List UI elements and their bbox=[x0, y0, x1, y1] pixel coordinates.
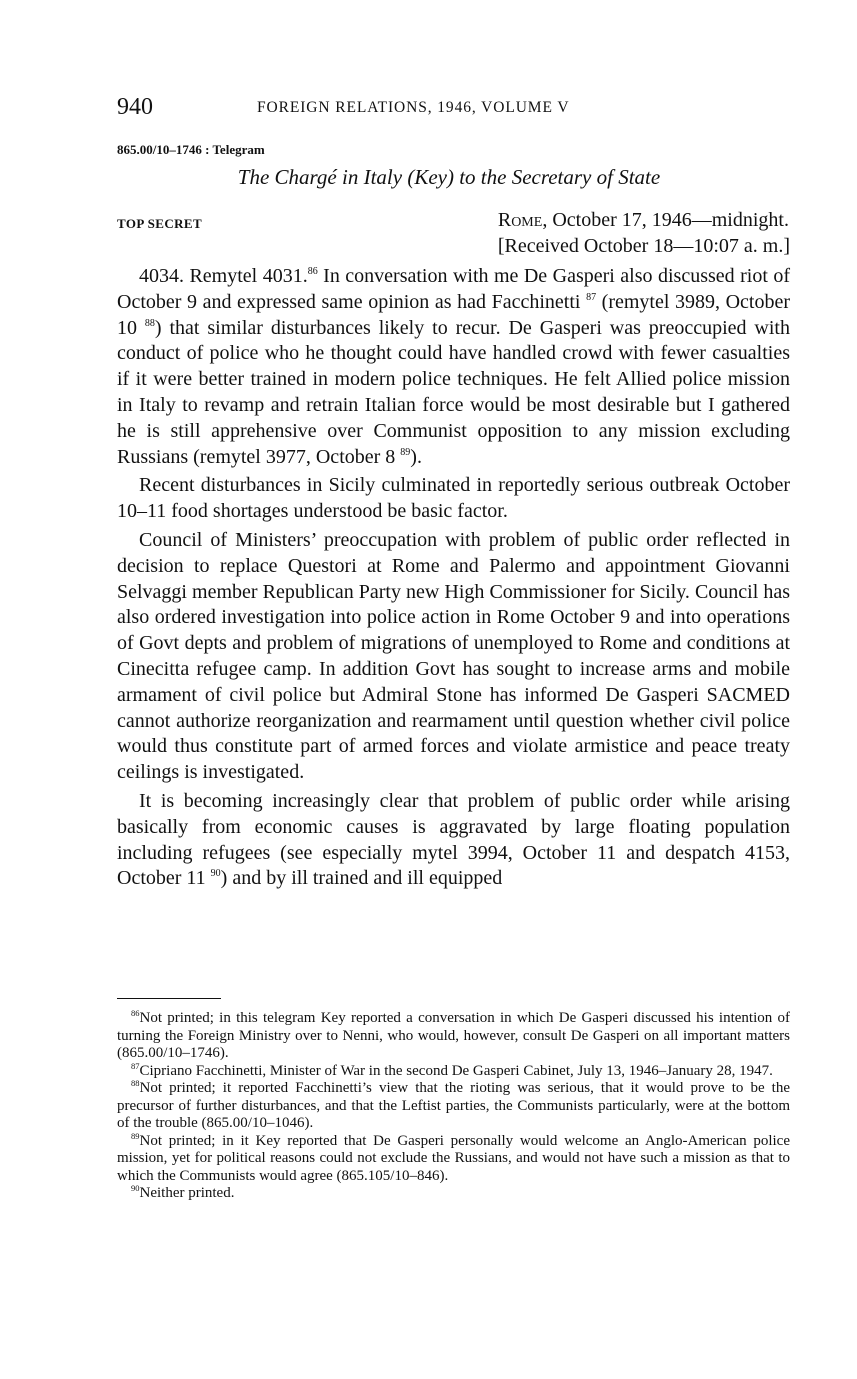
footnote-text: Not printed; in this telegram Key reported a conversation in which De Gasperi discussed his intention of turning the Foreign Ministry over to Nenni, who would, however, consult De Gasperi on all important matters (865.00/10–1746). bbox=[117, 1010, 790, 1061]
dateline bbox=[498, 207, 790, 259]
text-run: ). bbox=[410, 445, 422, 468]
paragraph-2: Recent disturbances in Sicily culminated in reportedly serious outbreak October 10–11 food shortages understood be basic factor. bbox=[117, 474, 790, 523]
text-run: ) and by ill trained and ill equipped bbox=[220, 867, 503, 890]
dateline-date: , October 17, 1946—midnight. bbox=[542, 209, 789, 231]
footnote-divider bbox=[117, 998, 221, 999]
footnote-text: Cipriano Facchinetti, Minister of War in the second De Gasperi Cabinet, July 13, 1946–January 28, 1947. bbox=[139, 1062, 773, 1079]
footnote bbox=[117, 1130, 790, 1186]
footnote-text: Neither printed. bbox=[139, 1185, 235, 1201]
footnote-ref: 89 bbox=[400, 446, 411, 458]
paragraph-3: Council of Ministers’ preoccupation with problem of public order reflected in decision to replace Questori at Rome and Palermo and appointment Giovanni Selvaggi member Republican Party new High Commissioner for Sicily. Council has also ordered investigation into police action in Rome October 9 and into operations of Govt depts and problem of migrations of unemployed to Rome and conditions at Cinecitta refugee camp. In addition Govt has sought to increase arms and mobile armament of civil police but Admiral Stone has informed De Gasperi SACMED cannot authorize reorganization and rearmament until question whether civil police would thus constitute part of armed forces and violate armistice and peace treaty ceilings is investigated. bbox=[117, 528, 790, 784]
dateline-place: Rome bbox=[497, 209, 543, 231]
footnote-number: 87 bbox=[131, 1060, 140, 1071]
footnotes bbox=[117, 1010, 790, 1203]
footnote-number: 88 bbox=[131, 1078, 140, 1088]
dateline-sent bbox=[498, 207, 790, 233]
footnote bbox=[117, 1080, 790, 1133]
footnote-number: 89 bbox=[131, 1130, 140, 1141]
footnote-text: Not printed; it reported Facchinetti’s view that the rioting was serious, that it would prove to be the precursor of further disturbances, and that the Leftist parties, the Communists particularly, were at the bottom of the trouble (865.00/10–1046). bbox=[117, 1080, 790, 1131]
text-run: ) that similar disturbances likely to recur. De Gasperi was preoccupied with conduct of police who he thought could have handled crowd with fewer casualties if it were better trained in modern police techniques. He felt Allied police mission in Italy to revamp and retrain Italian force would be most desirable but I gathered he is still apprehensive over Communist opposition to any mission excluding Russians (remytel 3977, October 8 bbox=[117, 316, 790, 468]
text-run: In conversation with me De Gasperi also discussed riot of October 9 and expressed same opinion as had Facchinetti bbox=[117, 265, 791, 313]
document-title: The Chargé in Italy (Key) to the Secretary of State bbox=[237, 165, 661, 189]
paragraph-1 bbox=[117, 264, 790, 470]
footnote bbox=[117, 1060, 790, 1081]
running-title: FOREIGN RELATIONS, 1946, VOLUME V bbox=[257, 99, 570, 116]
footnote-ref: 90 bbox=[210, 868, 221, 880]
paragraph-4 bbox=[117, 789, 790, 892]
footnote-ref: 87 bbox=[586, 291, 597, 303]
running-head bbox=[117, 94, 788, 124]
telegram-body bbox=[117, 264, 790, 895]
page-number: 940 bbox=[117, 94, 153, 120]
footnote-number: 86 bbox=[131, 1008, 140, 1018]
footnote bbox=[117, 1010, 790, 1063]
text-run: It is becoming increasingly clear that problem of public order while arising basically from economic causes is aggravated by large floating population including refugees (see especially mytel 3994, October 11 and despatch 4153, October 11 bbox=[117, 789, 790, 890]
footnote-text: Not printed; in it Key reported that De Gasperi personally would welcome an Anglo-American police mission, yet for political reasons could not exclude the Russians, and would not have such a mission as that to which the Communists would agree (865.105/10–846). bbox=[117, 1132, 790, 1184]
footnote-number: 90 bbox=[131, 1183, 140, 1193]
footnote-ref: 86 bbox=[307, 266, 318, 277]
text-run: 4034. Remytel 4031. bbox=[139, 265, 308, 287]
footnote bbox=[117, 1185, 790, 1203]
classification-label: TOP SECRET bbox=[117, 216, 203, 231]
footnote-ref: 88 bbox=[144, 317, 155, 329]
text-run: (remytel 3989, October 10 bbox=[117, 290, 790, 339]
dateline-received: [Received October 18—10:07 a. m.] bbox=[497, 235, 790, 257]
file-reference: 865.00/10–1746 : Telegram bbox=[117, 142, 265, 157]
